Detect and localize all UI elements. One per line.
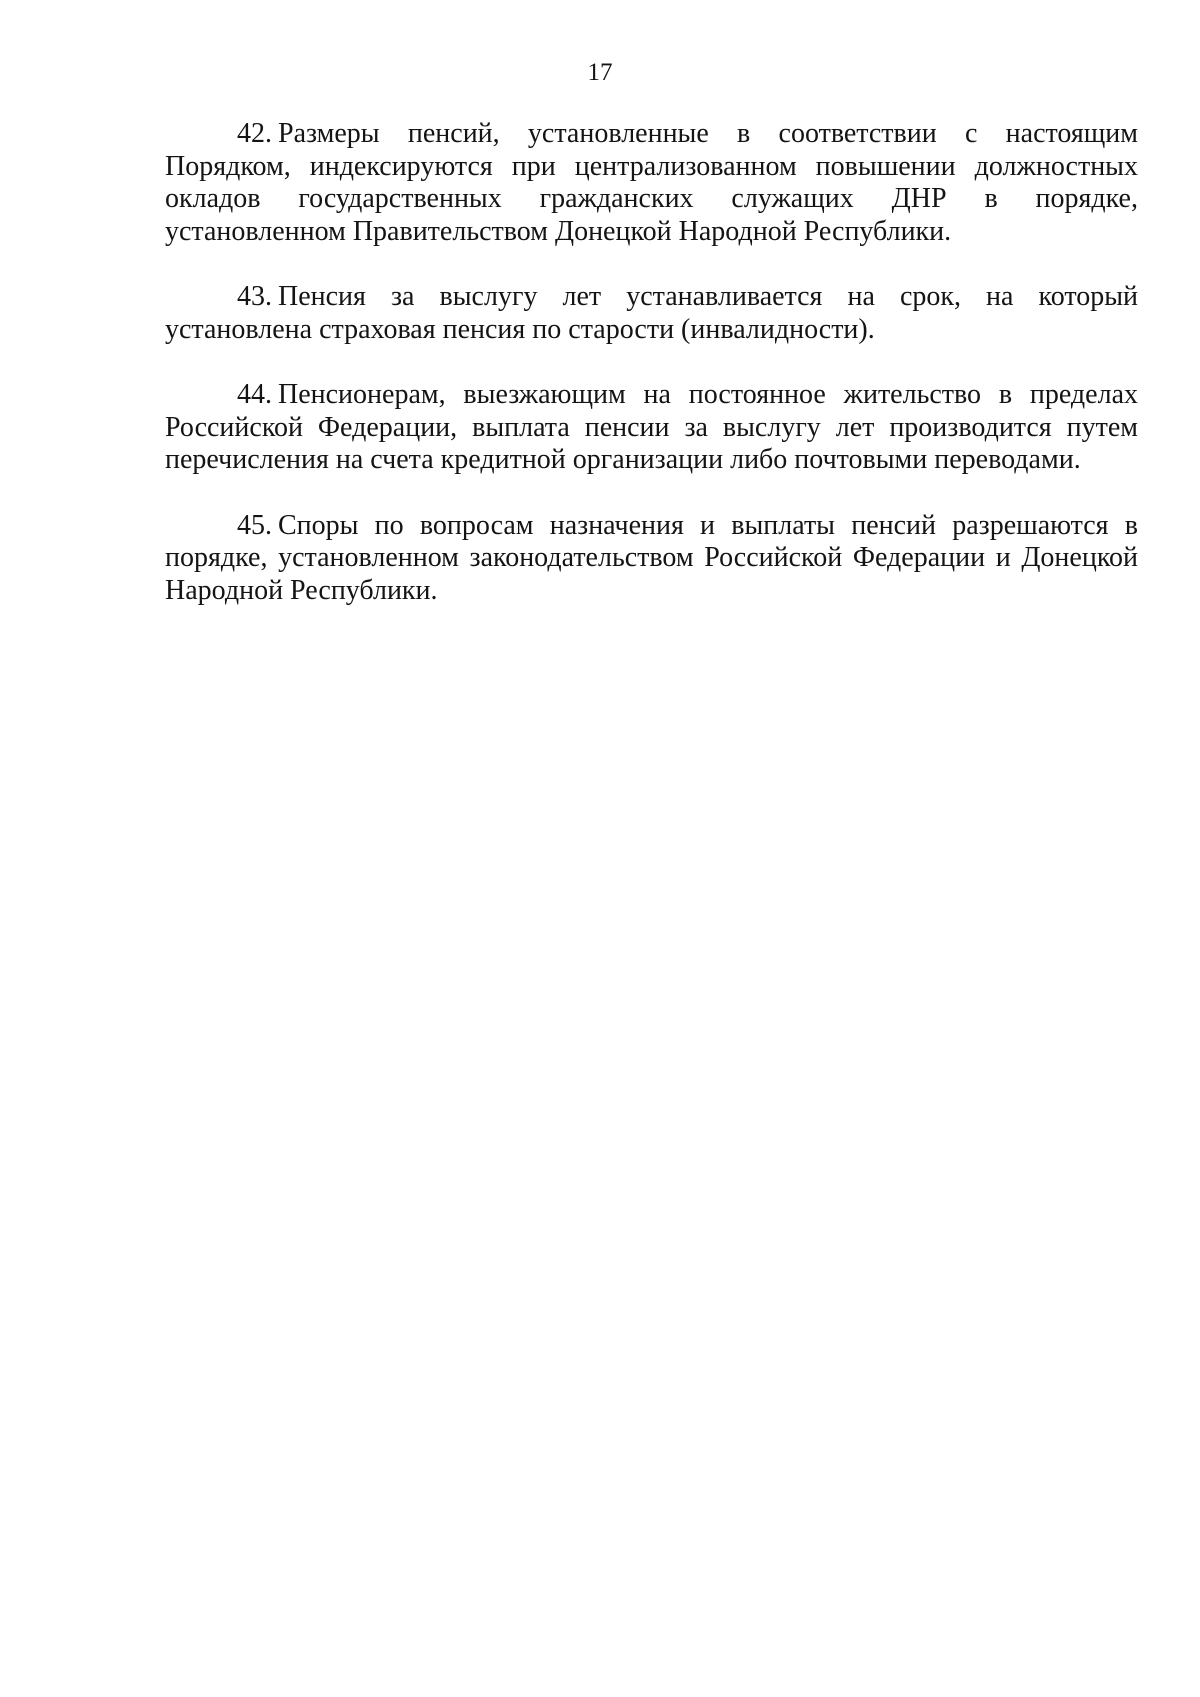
paragraph-45: [165, 510, 1138, 608]
paragraph-text: Пенсия за выслугу лет устанавливается на срок, на который установлена страховая пенсия по старости (инвалидности).: [165, 281, 1138, 345]
paragraph-44: [165, 379, 1138, 477]
paragraph-43: [165, 281, 1138, 346]
paragraph-text: Пенсионерам, выезжающим на постоянное жительство в пределах Российской Федерации, выплата пенсии за выслугу лет производится путем перечисления на счета кредитной организации либо почтовыми переводами.: [165, 379, 1138, 475]
page-number: 17: [587, 59, 613, 86]
document-body: [165, 118, 1138, 640]
paragraph-number: 45.: [237, 509, 272, 541]
paragraph-number: 42.: [237, 118, 272, 149]
paragraph-42: [165, 118, 1138, 248]
paragraph-text: Размеры пенсий, установленные в соответствии с настоящим Порядком, индексируются при централизованном повышении должностных окладов государственных гражданских служащих ДНР в порядке, установленном Правительством Донецкой Народной Республики.: [165, 118, 1138, 247]
paragraph-number: 43.: [237, 281, 272, 312]
paragraph-text: Споры по вопросам назначения и выплаты пенсий разрешаются в порядке, установленном законодательством Российской Федерации и Донецкой Народной Республики.: [165, 509, 1138, 606]
paragraph-number: 44.: [237, 379, 272, 410]
